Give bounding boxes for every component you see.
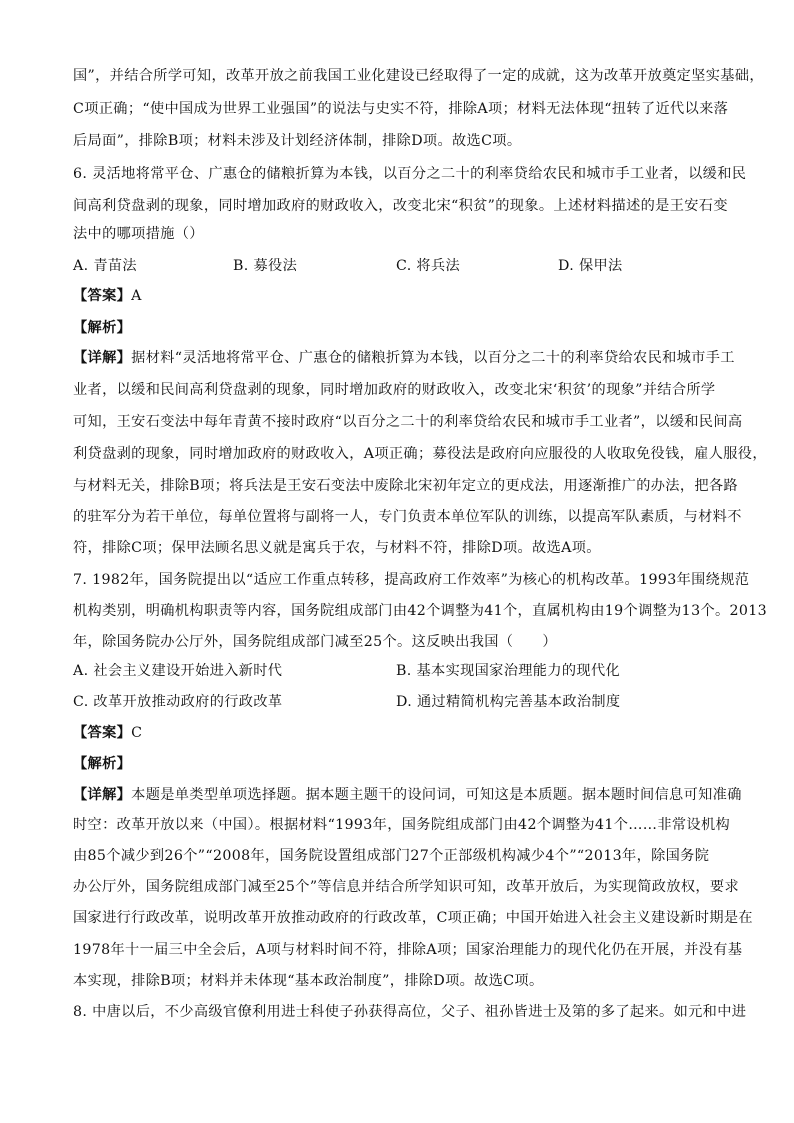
option-c: C. 将兵法 <box>396 258 461 274</box>
question-6-stem: 间高利贷盘剥的现象，同时增加政府的财政收入，改变北宋“积贫”的现象。上述材料描述的是王安石变 <box>73 198 728 214</box>
text-line: 国”，并结合所学可知，改革开放之前我国工业化建设已经取得了一定的成就，这为改革开放奠定坚实基础， <box>73 68 764 84</box>
question-6-stem: 法中的哪项措施（） <box>73 226 204 242</box>
detail-line: 1978年十一届三中全会后，A项与材料时间不符，排除A项；国家治理能力的现代化仍在开展，并没有基 <box>73 942 743 958</box>
option-c: C. 改革开放推动政府的行政改革 <box>73 694 283 710</box>
question-7-stem: 7. 1982年，国务院提出以“适应工作重点转移，提高政府工作效率”为核心的机构改革。1993年围绕规范 <box>73 572 750 588</box>
question-6-options <box>73 256 723 276</box>
detail-tag: 【详解】 <box>73 350 132 366</box>
detail-line: 符，排除C项；保甲法顾名思义就是寓兵于农，与材料不符，排除D项。故选A项。 <box>73 540 601 556</box>
detail-line: 办公厅外，国务院组成部门减至25个”等信息并结合所学知识可知，改革开放后，为实现简政放权，要求 <box>73 879 740 895</box>
question-8-stem: 8. 中唐以后，不少高级官僚利用进士科使子孙获得高位，父子、祖孙皆进士及第的多了起来。如元和中进 <box>73 1004 747 1020</box>
answer-line <box>73 723 723 743</box>
option-a: A. 社会主义建设开始进入新时代 <box>73 663 283 679</box>
detail-line: 本实现，排除B项；材料并未体现“基本政治制度”，排除D项。故选C项。 <box>73 973 544 989</box>
answer-tag: 【答案】 <box>73 288 132 304</box>
answer-value: C <box>131 725 143 741</box>
answer-tag: 【答案】 <box>73 725 132 741</box>
option-b: B. 基本实现国家治理能力的现代化 <box>396 663 621 679</box>
detail-line: 国家进行行政改革，说明改革开放推动政府的行政改革，C项正确；中国开始进入社会主义建设新时期是在 <box>73 910 753 926</box>
detail-tag: 【详解】 <box>73 787 132 803</box>
detail-line: 由85个减少到26个”“2008年，国务院设置组成部门27个正部级机构减少4个”“2013年，除国务院 <box>73 848 710 864</box>
analysis-tag: 【解析】 <box>73 756 132 772</box>
text-line: C项正确；“使中国成为世界工业强国”的说法与史实不符，排除A项；材料无法体现“扭转了近代以来落 <box>73 101 729 117</box>
detail-line: 与材料无关，排除B项；将兵法是王安石变法中废除北宋初年定立的更戍法，用逐渐推广的办法，把各路 <box>73 478 738 494</box>
option-d: D. 保甲法 <box>558 258 623 274</box>
detail-line: 【详解】本题是单类型单项选择题。据本题主题干的设问词，可知这是本质题。据本题时间信息可知准确 <box>73 787 742 803</box>
question-7-stem: 机构类别，明确机构职责等内容，国务院组成部门由42个调整为41个，直属机构由19个调整为13个。2013 <box>73 603 768 619</box>
detail-line: 利贷盘剥的现象，同时增加政府的财政收入，A项正确；募役法是政府向应服役的人收取免役钱，雇人服役， <box>73 446 767 462</box>
detail-line: 可知，王安石变法中每年青黄不接时政府“以百分之二十的利率贷给农民和城市手工业者”，以缓和民间高 <box>73 414 743 430</box>
answer-value: A <box>131 288 142 304</box>
detail-line: 业者，以缓和民间高利贷盘剥的现象，同时增加政府的财政收入，改变北宋‘积贫’的现象”并结合所学 <box>73 382 716 398</box>
question-7-stem: 年，除国务院办公厅外，国务院组成部门减至25个。这反映出我国（ ） <box>73 634 557 650</box>
question-7-options-row1 <box>73 661 723 681</box>
option-d: D. 通过精简机构完善基本政治制度 <box>396 694 621 710</box>
text-line: 后局面”，排除B项；材料未涉及计划经济体制，排除D项。故选C项。 <box>73 133 522 149</box>
detail-line: 的驻军分为若干单位，每单位置将与副将一人，专门负责本单位军队的训练，以提高军队素质，与材料不 <box>73 509 742 525</box>
detail-line: 时空：改革开放以来（中国）。根据材料“1993年，国务院组成部门由42个调整为41个……非常设机构 <box>73 817 731 833</box>
analysis-tag: 【解析】 <box>73 320 132 336</box>
answer-line <box>73 286 723 306</box>
question-6-stem: 6. 灵活地将常平仓、广惠仓的储粮折算为本钱，以百分之二十的利率贷给农民和城市手工业者，以缓和民 <box>73 166 747 182</box>
question-7-options-row2 <box>73 692 723 712</box>
detail-line: 【详解】据材料“灵活地将常平仓、广惠仓的储粮折算为本钱，以百分之二十的利率贷给农民和城市手工 <box>73 350 735 366</box>
option-a: A. 青苗法 <box>73 258 137 274</box>
option-b: B. 募役法 <box>233 258 298 274</box>
